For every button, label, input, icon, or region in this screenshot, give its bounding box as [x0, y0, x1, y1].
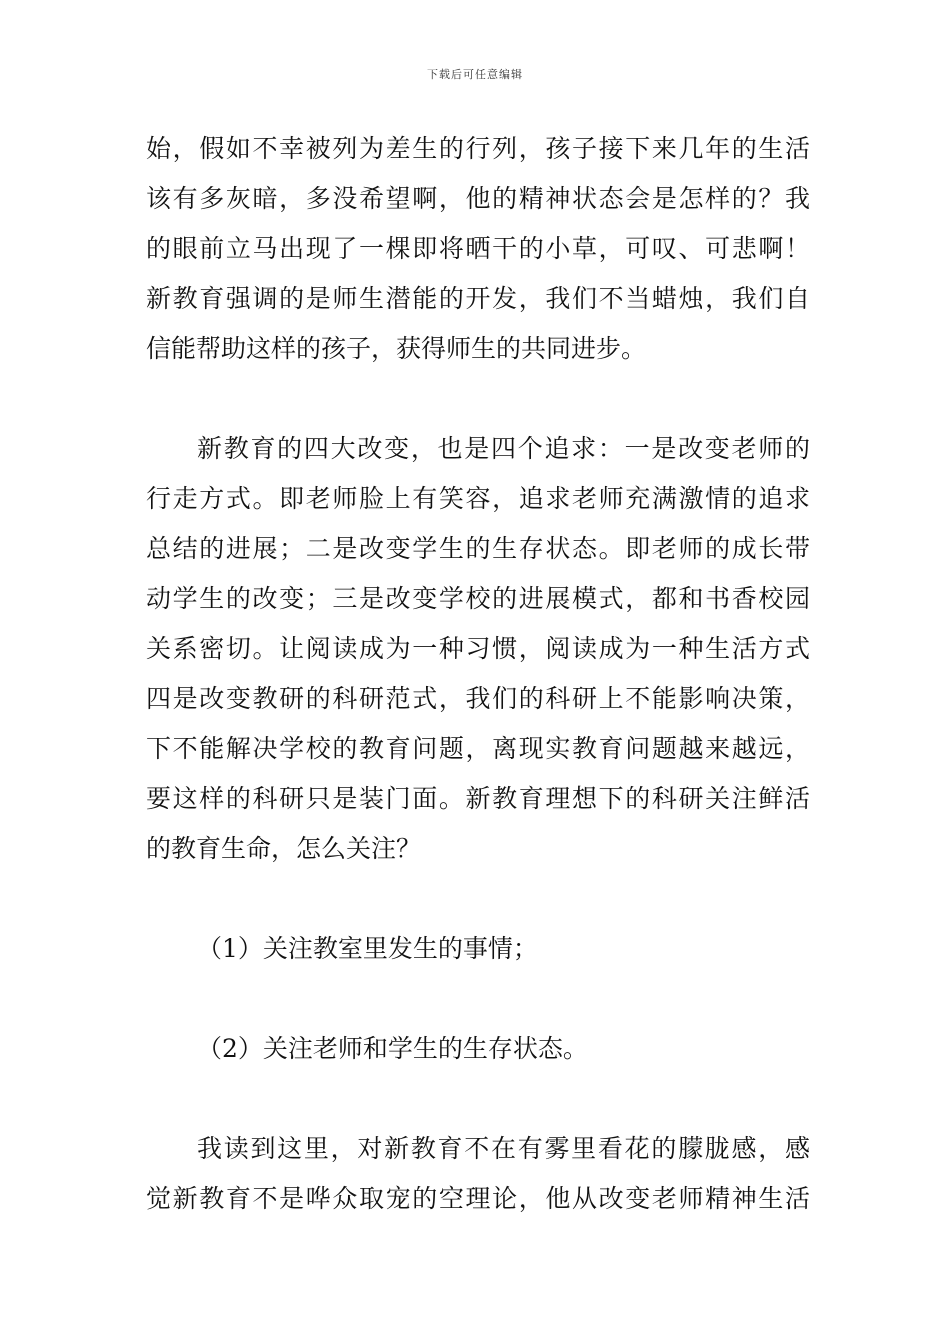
text-line: 觉新教育不是哗众取宠的空理论，他从改变老师精神生活: [146, 1184, 810, 1213]
text-line: 关系密切。让阅读成为一种习惯，阅读成为一种生活方式: [146, 634, 810, 663]
text-line: 下不能解决学校的教育问题，离现实教育问题越来越远，: [146, 734, 810, 763]
text-line: 总结的进展；二是改变学生的生存状态。即老师的成长带: [146, 534, 810, 563]
text-line: 信能帮助这样的孩子，获得师生的共同进步。: [146, 334, 647, 363]
page-header: 下载后可任意编辑: [427, 68, 523, 81]
text-line: 新教育强调的是师生潜能的开发，我们不当蜡烛，我们自: [146, 284, 810, 313]
text-line: （2）关注老师和学生的生存状态。: [197, 1034, 588, 1063]
text-line: 该有多灰暗，多没希望啊，他的精神状态会是怎样的？我: [146, 184, 810, 213]
text-line: 要这样的科研只是装门面。新教育理想下的科研关注鲜活: [146, 784, 810, 813]
text-line: 的教育生命，怎么关注？: [146, 834, 422, 863]
text-line: 我读到这里，对新教育不在有雾里看花的朦胧感，感: [197, 1134, 810, 1163]
text-line: 动学生的改变；三是改变学校的进展模式，都和书香校园: [146, 584, 810, 613]
text-line: 始，假如不幸被列为差生的行列，孩子接下来几年的生活: [146, 134, 810, 163]
text-line: 四是改变教研的科研范式，我们的科研上不能影响决策，: [146, 684, 810, 713]
text-line: 的眼前立马出现了一棵即将晒干的小草，可叹、可悲啊！: [146, 234, 810, 263]
text-line: 行走方式。即老师脸上有笑容，追求老师充满激情的追求: [146, 484, 810, 513]
text-line: 新教育的四大改变，也是四个追求：一是改变老师的: [197, 434, 810, 463]
text-line: （1）关注教室里发生的事情；: [197, 934, 538, 963]
